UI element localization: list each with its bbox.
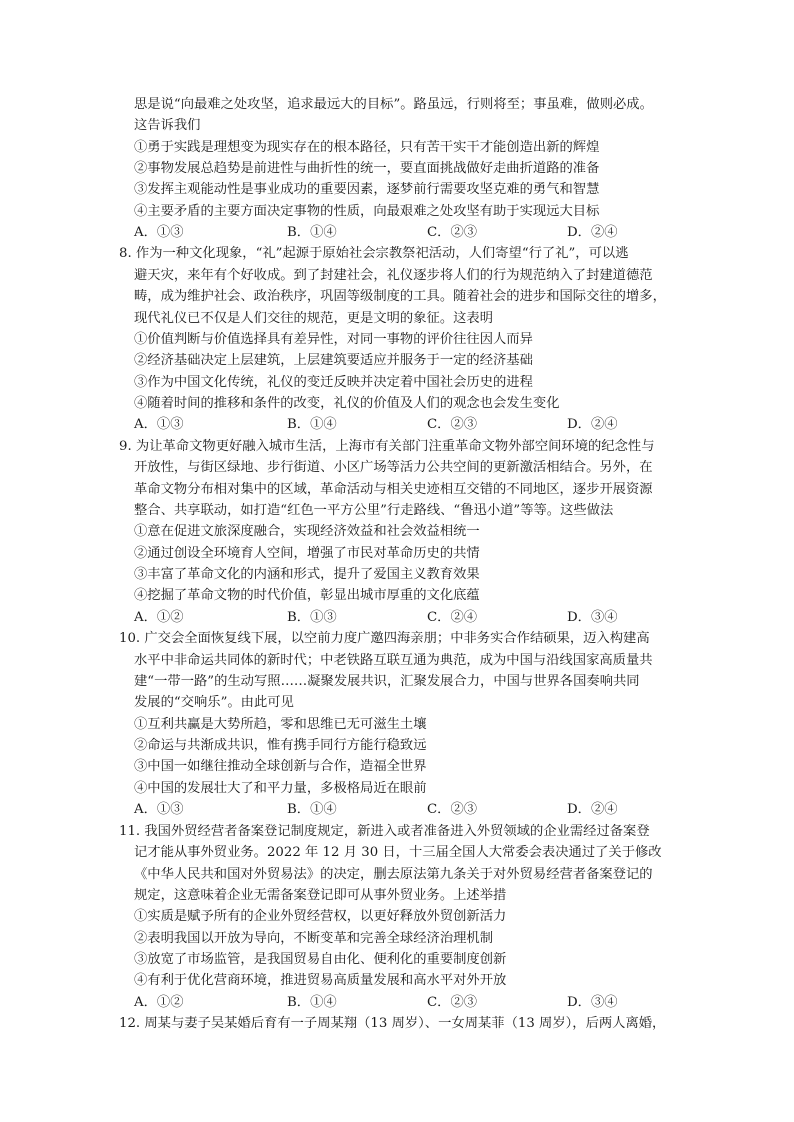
q9-option-c: C．②④ xyxy=(427,610,478,625)
q8-option-a: A．①③ xyxy=(134,417,184,432)
q11-stem-line: 记才能从事外贸业务。2022 年 12 月 30 日，十三届全国人大常委会表决通过了关于修改 xyxy=(134,845,662,860)
q7-stem-line: 这告诉我们 xyxy=(134,118,201,133)
q11-statement: ②表明我国以开放为导向，不断变革和完善全球经济治理机制 xyxy=(134,931,494,946)
q11-stem-line: 规定，这意味着企业无需备案登记即可从事外贸业务。上述举措 xyxy=(134,888,507,903)
q8-statement: ③作为中国文化传统，礼仪的变迁反映并决定着中国社会历史的进程 xyxy=(134,375,533,390)
q9-stem-line: 9. 为让革命文物更好融入城市生活，上海市有关部门注重革命文物外部空间环境的纪念性与 xyxy=(119,439,655,454)
q10-statement: ②命运与共渐成共识，惟有携手同行方能行稳致远 xyxy=(134,738,427,753)
q9-statement: ③丰富了革命文化的内涵和形式，提升了爱国主义教育效果 xyxy=(134,567,480,582)
q7-statement: ③发挥主观能动性是事业成功的重要因素，逐梦前行需要攻坚克难的勇气和智慧 xyxy=(134,182,600,197)
q11-statement: ③放宽了市场监管，是我国贸易自由化、便利化的重要制度创新 xyxy=(134,952,507,967)
q11-option-a: A．①② xyxy=(134,995,184,1010)
q11-stem-line: 《中华人民共和国对外贸易法》的决定，删去原法第九条关于对外贸易经营者备案登记的 xyxy=(134,867,653,882)
q11-option-d: D．③④ xyxy=(567,995,618,1010)
q8-stem-line: 8. 作为一种文化现象，“礼”起源于原始社会宗教祭祀活动，人们寄望“行了礼”，可以逃 xyxy=(119,246,629,261)
q9-option-b: B．①③ xyxy=(287,610,337,625)
q9-stem-line: 整合、共享联动，如打造“红色一平方公里”行走路线、“鲁迅小道”等等。这些做法 xyxy=(134,503,614,518)
q7-option-a: A．①③ xyxy=(134,225,184,240)
q9-stem-line: 开放性，与街区绿地、步行街道、小区广场等活力公共空间的更新激活相结合。另外，在 xyxy=(134,460,653,475)
q10-option-b: B．①④ xyxy=(287,802,337,817)
q10-statement: ④中国的发展壮大了和平力量，多极格局近在眼前 xyxy=(134,781,427,796)
q11-statement: ④有利于优化营商环境，推进贸易高质量发展和高水平对外开放 xyxy=(134,973,507,988)
q10-statement: ③中国一如继往推动全球创新与合作，造福全世界 xyxy=(134,759,427,774)
q11-stem-line: 11. 我国外贸经营者备案登记制度规定，新进入或者准备进入外贸领域的企业需经过备案登 xyxy=(119,824,650,839)
q11-option-b: B．①④ xyxy=(287,995,337,1010)
q8-stem-line: 现代礼仪已不仅是人们交往的规范，更是文明的象征。这表明 xyxy=(134,311,494,326)
q9-statement: ②通过创设全环境育人空间，增强了市民对革命历史的共情 xyxy=(134,546,480,561)
q9-option-a: A．①② xyxy=(134,610,184,625)
q10-stem-line: 发展的“交响乐”。由此可见 xyxy=(134,695,294,710)
q8-statement: ④随着时间的推移和条件的改变，礼仪的价值及人们的观念也会发生变化 xyxy=(134,396,560,411)
q8-option-c: C．②③ xyxy=(427,417,478,432)
q7-statement: ④主要矛盾的主要方面决定事物的性质，向最艰难之处攻坚有助于实现远大目标 xyxy=(134,204,600,219)
q9-statement: ④挖掘了革命文物的时代价值，彰显出城市厚重的文化底蕴 xyxy=(134,588,480,603)
q11-option-c: C．②③ xyxy=(427,995,478,1010)
q7-option-c: C．②③ xyxy=(427,225,478,240)
q8-option-b: B．①④ xyxy=(287,417,337,432)
q10-statement: ①互利共赢是大势所趋，零和思维已无可滋生土壤 xyxy=(134,717,427,732)
q10-stem-line: 建“一带一路”的生动写照……凝聚发展共识，汇聚发展合力，中国与世界各国奏响共同 xyxy=(134,674,640,689)
q12-stem-line: 12. 周某与妻子吴某婚后育有一子周某翔（13 周岁）、一女周某菲（13 周岁），后两人离婚， xyxy=(119,1016,666,1031)
q10-option-a: A．①③ xyxy=(134,802,184,817)
q7-statement: ②事物发展总趋势是前进性与曲折性的统一，要直面挑战做好走曲折道路的准备 xyxy=(134,161,600,176)
q9-option-d: D．③④ xyxy=(567,610,618,625)
q7-stem-line: 思是说“向最难之处攻坚，追求最远大的目标”。路虽远，行则将至；事虽难，做则必成。 xyxy=(134,97,653,112)
q8-stem-line: 避天灾，来年有个好收成。到了封建社会，礼仪逐步将人们的行为规范纳入了封建道德范 xyxy=(134,268,653,283)
q8-stem-line: 畴，成为维护社会、政治秩序，巩固等级制度的工具。随着社会的进步和国际交往的增多， xyxy=(134,289,666,304)
q10-option-c: C．②③ xyxy=(427,802,478,817)
q9-statement: ①意在促进文旅深度融合，实现经济效益和社会效益相统一 xyxy=(134,524,480,539)
q10-option-d: D．②④ xyxy=(567,802,618,817)
q7-statement: ①勇于实践是理想变为现实存在的根本路径，只有苦干实干才能创造出新的辉煌 xyxy=(134,140,600,155)
q10-stem-line: 10. 广交会全面恢复线下展，以空前力度广邀四海亲朋；中非务实合作结硕果，迈入构建高 xyxy=(119,631,650,646)
q7-option-d: D．②④ xyxy=(567,225,618,240)
q7-option-b: B．①④ xyxy=(287,225,337,240)
q11-statement: ①实质是赋予所有的企业外贸经营权，以更好释放外贸创新活力 xyxy=(134,909,507,924)
q8-statement: ②经济基础决定上层建筑，上层建筑要适应并服务于一定的经济基础 xyxy=(134,353,533,368)
q10-stem-line: 水平中非命运共同体的新时代；中老铁路互联互通为典范，成为中国与沿线国家高质量共 xyxy=(134,653,653,668)
q8-option-d: D．②④ xyxy=(567,417,618,432)
q8-statement: ①价值判断与价值选择具有差异性，对同一事物的评价往往因人而异 xyxy=(134,332,533,347)
q9-stem-line: 革命文物分布相对集中的区域，革命活动与相关史迹相互交错的不同地区，逐步开展资源 xyxy=(134,482,653,497)
